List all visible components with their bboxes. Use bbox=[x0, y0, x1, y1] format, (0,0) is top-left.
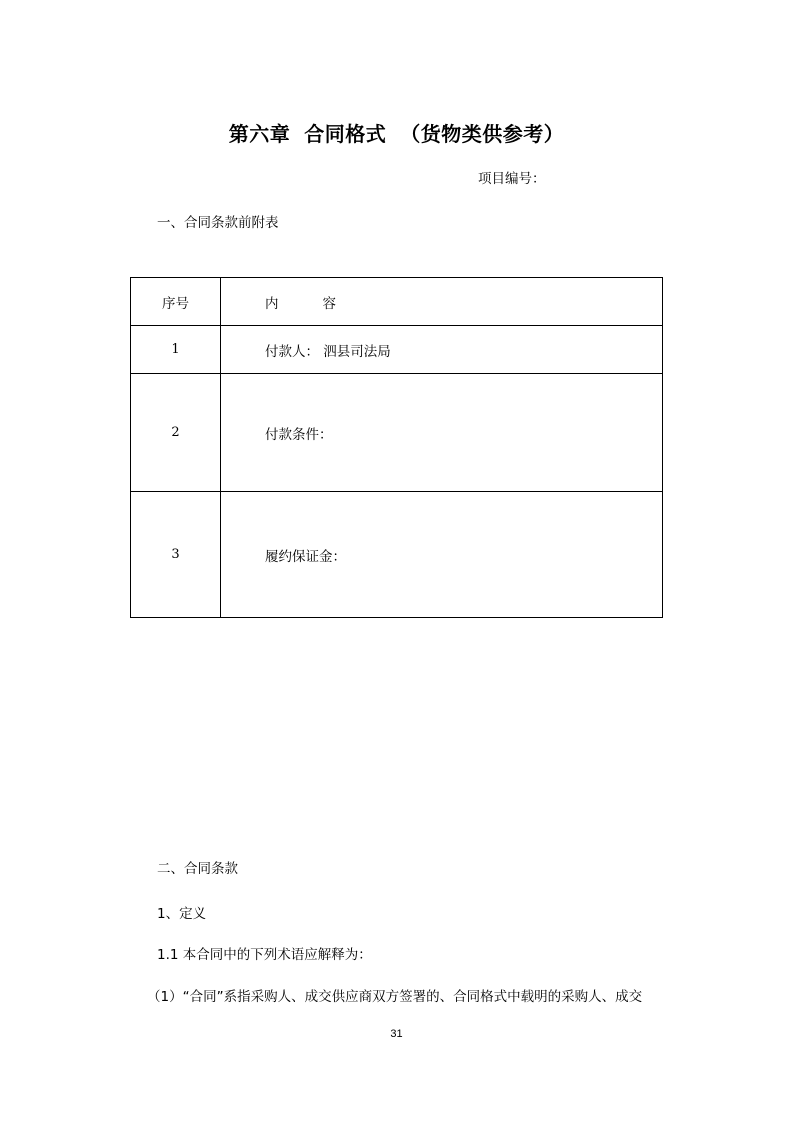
header-content bbox=[221, 278, 663, 326]
page-title bbox=[0, 118, 793, 147]
table-row bbox=[131, 326, 663, 374]
row-no: 3 bbox=[131, 492, 221, 618]
section2-heading: 二、合同条款 bbox=[157, 861, 238, 877]
contract-terms-table bbox=[130, 277, 663, 618]
definition-heading: 1、定义 bbox=[157, 906, 207, 922]
table-header-row bbox=[131, 278, 663, 326]
row-content: 付款条件： bbox=[221, 374, 663, 492]
clause-1-1: 1.1 本合同中的下列术语应解释为： bbox=[157, 947, 372, 963]
project-number-label: 项目编号： bbox=[478, 171, 546, 187]
page-number: 31 bbox=[390, 1028, 403, 1040]
row-no: 1 bbox=[131, 326, 221, 374]
row-content: 付款人： 泗县司法局 bbox=[221, 326, 663, 374]
table-row bbox=[131, 492, 663, 618]
table-row bbox=[131, 374, 663, 492]
section1-heading: 一、合同条款前附表 bbox=[157, 215, 279, 231]
header-content-b: 容 bbox=[322, 295, 336, 312]
header-no: 序号 bbox=[131, 278, 221, 326]
row-content: 履约保证金： bbox=[221, 492, 663, 618]
title-chapter: 第六章 bbox=[228, 122, 291, 146]
clause-1-1-1: （1）“合同”系指采购人、成交供应商双方签署的、合同格式中载明的采购人、成交 bbox=[147, 989, 643, 1005]
title-name: 合同格式 bbox=[304, 122, 387, 146]
header-content-a: 内 bbox=[265, 295, 279, 312]
row-no: 2 bbox=[131, 374, 221, 492]
title-suffix: （货物类供参考） bbox=[400, 122, 565, 146]
